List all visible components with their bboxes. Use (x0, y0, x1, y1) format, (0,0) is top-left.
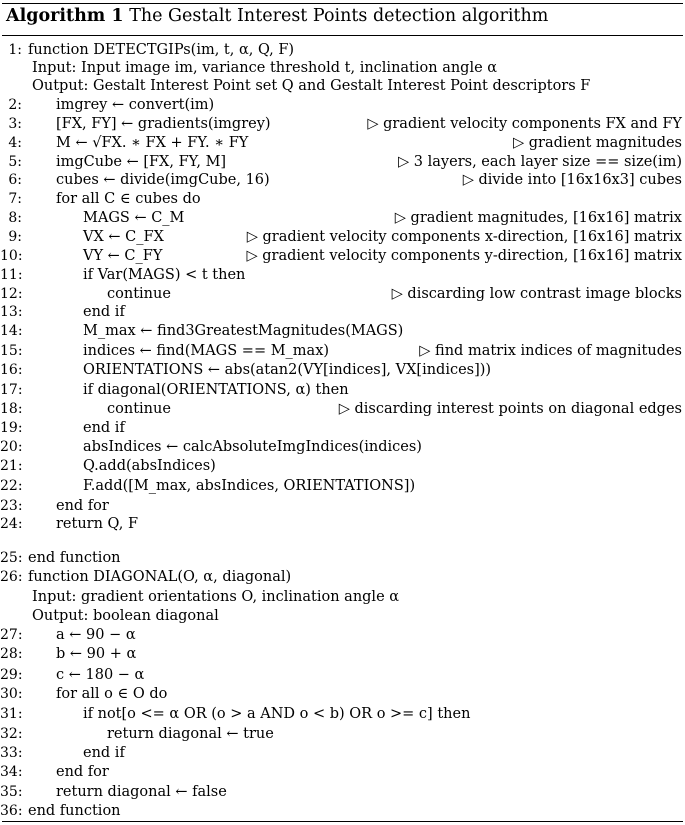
line-code: a ← 90 − α (56, 627, 136, 643)
line-code: for all C ∈ cubes do (56, 191, 201, 207)
line-number: 23: (0, 498, 23, 514)
line-code: [FX, FY] ← gradients(imgrey) (56, 116, 271, 132)
algorithm-line (0, 567, 685, 587)
line-code: imgCube ← [FX, FY, M] (56, 154, 227, 170)
line-number: 20: (0, 439, 23, 455)
algorithm-line (0, 341, 685, 361)
algorithm-line (0, 189, 685, 209)
line-number: 26: (0, 569, 23, 585)
line-number: 8: (8, 210, 22, 226)
line-code: if Var(MAGS) < t then (83, 267, 246, 283)
algorithm-line (0, 246, 685, 266)
algorithm-line (0, 133, 685, 153)
line-code: absIndices ← calcAbsoluteImgIndices(indices) (83, 439, 422, 455)
line-code: Input: gradient orientations O, inclination angle α (32, 589, 400, 605)
line-number: 22: (0, 478, 23, 494)
line-code: b ← 90 + α (56, 646, 137, 662)
algorithm-line (0, 496, 685, 516)
line-number: 25: (0, 550, 23, 566)
line-comment: ▷ discarding interest points on diagonal edges (338, 401, 682, 417)
algorithm-line (0, 95, 685, 115)
algorithm-line (0, 782, 685, 802)
caption-title: The Gestalt Interest Points detection algorithm (129, 6, 549, 26)
line-number: 4: (8, 135, 22, 151)
line-code: return diagonal ← false (56, 784, 227, 800)
caption-rule (2, 35, 683, 36)
algorithm-line (0, 625, 685, 645)
line-number: 33: (0, 745, 23, 761)
line-number: 18: (0, 401, 23, 417)
line-code: c ← 180 − α (56, 667, 145, 683)
line-code: F.add([M_max, absIndices, ORIENTATIONS]) (83, 478, 416, 494)
line-comment: ▷ gradient velocity components FX and FY (367, 116, 682, 132)
algorithm-line (0, 170, 685, 190)
line-number: 10: (0, 248, 23, 264)
line-number: 6: (8, 172, 22, 188)
line-number: 7: (8, 191, 22, 207)
line-number: 14: (0, 323, 23, 339)
caption-label: Algorithm 1 (6, 6, 124, 26)
line-code: end if (83, 304, 125, 320)
algorithm-line (0, 514, 685, 534)
line-code: end function (28, 550, 121, 566)
line-code: for all o ∈ O do (56, 686, 168, 702)
line-code: end if (83, 745, 125, 761)
line-code: if not[o <= α OR (o > a AND o < b) OR o >= c] then (83, 706, 471, 722)
algorithm-line (0, 684, 685, 704)
line-code: return diagonal ← true (107, 726, 274, 742)
line-code: end function (28, 803, 121, 819)
line-comment: ▷ gradient velocity components y-direction, [16x16] matrix (246, 248, 682, 264)
line-number: 31: (0, 706, 23, 722)
algorithm-line (0, 399, 685, 419)
algorithm-line (0, 456, 685, 476)
algorithm-line (0, 40, 685, 60)
line-code: return Q, F (56, 516, 139, 532)
algorithm-line (0, 58, 685, 78)
algorithm-line (0, 360, 685, 380)
top-rule (2, 3, 683, 4)
line-number: 36: (0, 803, 23, 819)
algorithm-caption (6, 6, 548, 26)
line-code: VX ← C_FX (83, 229, 164, 245)
line-code: continue (107, 286, 171, 302)
line-code: if diagonal(ORIENTATIONS, α) then (83, 382, 349, 398)
line-code: end for (56, 498, 109, 514)
algorithm-line (0, 437, 685, 457)
algorithm-line (0, 762, 685, 782)
line-number: 13: (0, 304, 23, 320)
line-code: Input: Input image im, variance threshold t, inclination angle α (32, 60, 498, 76)
line-comment: ▷ divide into [16x16x3] cubes (462, 172, 682, 188)
line-number: 2: (8, 97, 22, 113)
line-comment: ▷ find matrix indices of magnitudes (419, 343, 682, 359)
algorithm-line (0, 321, 685, 341)
algorithm-line (0, 380, 685, 400)
line-code: M ← √FX. ∗ FX + FY. ∗ FY (56, 135, 249, 151)
line-number: 28: (0, 646, 23, 662)
line-number: 27: (0, 627, 23, 643)
line-number: 11: (0, 267, 23, 283)
algorithm-line (0, 644, 685, 664)
line-number: 3: (8, 116, 22, 132)
line-number: 12: (0, 286, 23, 302)
line-code: Output: Gestalt Interest Point set Q and Gestalt Interest Point descriptors F (32, 78, 591, 94)
algorithm-line (0, 114, 685, 134)
algorithm-line (0, 227, 685, 247)
algorithm-line (0, 284, 685, 304)
line-number: 21: (0, 458, 23, 474)
algorithm-line (0, 152, 685, 172)
line-number: 30: (0, 686, 23, 702)
line-code: function DIAGONAL(O, α, diagonal) (28, 569, 292, 585)
line-code: VY ← C_FY (83, 248, 163, 264)
line-number: 5: (8, 154, 22, 170)
line-code: Output: boolean diagonal (32, 608, 219, 624)
line-comment: ▷ discarding low contrast image blocks (391, 286, 682, 302)
line-number: 32: (0, 726, 23, 742)
algorithm-line (0, 302, 685, 322)
line-number: 9: (8, 229, 22, 245)
line-code: ORIENTATIONS ← abs(atan2(VY[indices], VX[indices])) (83, 362, 492, 378)
line-number: 16: (0, 362, 23, 378)
algorithm-line (0, 208, 685, 228)
line-code: Q.add(absIndices) (83, 458, 216, 474)
line-number: 29: (0, 667, 23, 683)
bottom-rule (2, 821, 683, 822)
line-number: 24: (0, 516, 23, 532)
algorithm-line (0, 76, 685, 96)
line-code: cubes ← divide(imgCube, 16) (56, 172, 270, 188)
algorithm-line (0, 606, 685, 626)
line-comment: ▷ 3 layers, each layer size == size(im) (398, 154, 682, 170)
algorithm-line (0, 587, 685, 607)
line-code: indices ← find(MAGS == M_max) (83, 343, 330, 359)
algorithm-line (0, 724, 685, 744)
algorithm-line (0, 476, 685, 496)
line-number: 34: (0, 764, 23, 780)
algorithm-line (0, 743, 685, 763)
algorithm-line (0, 665, 685, 685)
algorithm-line (0, 265, 685, 285)
line-code: end for (56, 764, 109, 780)
line-code: function DETECTGIPs(im, t, α, Q, F) (28, 42, 295, 58)
line-number: 19: (0, 420, 23, 436)
line-code: MAGS ← C_M (83, 210, 185, 226)
line-comment: ▷ gradient velocity components x-direction, [16x16] matrix (246, 229, 682, 245)
algorithm-line (0, 418, 685, 438)
line-code: end if (83, 420, 125, 436)
line-number: 17: (0, 382, 23, 398)
line-comment: ▷ gradient magnitudes, [16x16] matrix (394, 210, 682, 226)
line-code: M_max ← find3GreatestMagnitudes(MAGS) (83, 323, 404, 339)
algorithm-line (0, 801, 685, 821)
line-comment: ▷ gradient magnitudes (512, 135, 682, 151)
line-number: 15: (0, 343, 23, 359)
line-code: continue (107, 401, 171, 417)
line-number: 35: (0, 784, 23, 800)
algorithm-line (0, 704, 685, 724)
line-code: imgrey ← convert(im) (56, 97, 215, 113)
algorithm-line (0, 548, 685, 568)
line-number: 1: (8, 42, 22, 58)
